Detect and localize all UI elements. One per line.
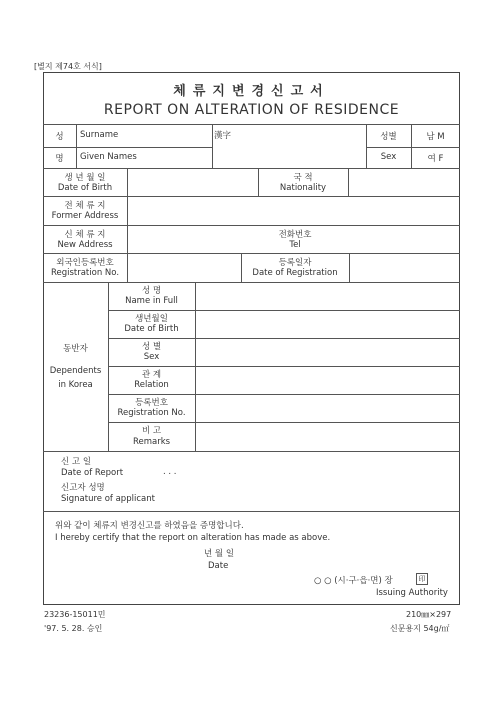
new-address-label-en: New Address [57,240,113,250]
hanja-label: 漢字 [214,131,232,141]
seal-stamp: 印 [416,573,428,585]
issue-date-ko: 년 월 일 [204,549,235,559]
phone-label-ko: 전화번호 [278,230,312,240]
dependent-dob-label-ko: 생년월일 [135,314,168,324]
new-address-field[interactable] [128,226,459,252]
title-korean: 체류지변경신고서 [173,84,330,99]
regno-label-ko: 외국인등록번호 [56,258,114,268]
dependent-regno-field[interactable] [196,395,459,421]
nationality-field[interactable] [349,169,459,195]
dependent-name-label-en: Name in Full [125,296,178,306]
certify-text-ko: 위와 같이 체류지 변경신고를 하였음을 증명합니다. [55,521,244,531]
footer-approval: '97. 5. 28. 승인 [44,624,103,633]
dependents-label-ko: 동반자 [63,344,88,354]
given-label-ko: 명 [55,154,64,164]
regdate-label-en: Date of Registration [252,268,338,278]
regdate-label-ko: 등록일자 [278,258,312,268]
issuing-authority-ko: ○ ○ (시·구·읍·면) 장 [314,576,393,586]
dependent-dob-label-en: Date of Birth [124,324,179,334]
sex-label-ko: 성별 [380,132,397,142]
issue-date-en: Date [208,561,229,571]
sex-female-option[interactable]: 여 F [427,154,444,164]
former-address-field[interactable] [128,197,459,224]
registration-number-field[interactable] [128,254,240,281]
dependent-relation-label-ko: 관 계 [141,370,162,380]
dependent-sex-field[interactable] [196,339,459,365]
certify-text-en: I hereby certify that the report on alteration has made as above. [55,533,331,543]
footer-size: 210㎜×297 [406,610,452,619]
signature-label-ko: 신고자 성명 [61,483,105,493]
dependent-regno-label-en: Registration No. [117,408,186,418]
former-address-label-en: Former Address [51,211,119,221]
nationality-label-ko: 국 적 [293,173,313,183]
form-number: [별지 제74호 서식] [34,62,102,71]
dependent-remarks-label-en: Remarks [132,437,171,447]
surname-label-ko: 성 [55,132,64,142]
phone-label-en: Tel [289,240,301,250]
given-names-field[interactable] [77,148,211,167]
signature-label-en: Signature of applicant [61,494,155,504]
signature-field[interactable] [170,489,350,505]
report-date-label-ko: 신 고 일 [61,457,92,467]
dependents-label-en: Dependents [49,366,102,376]
report-date-field[interactable]: . . . [163,467,177,477]
dob-label-en: Date of Birth [57,183,113,193]
dependents-label-en-2: in Korea [58,380,93,390]
registration-date-field[interactable] [350,254,459,281]
former-address-label-ko: 전 체 류 지 [64,201,106,211]
given-label-en: Given Names [80,152,137,162]
sex-male-option[interactable]: 남 M [426,132,445,142]
new-address-label-ko: 신 체 류 지 [64,230,106,240]
sex-label-en: Sex [380,152,397,162]
title-english: REPORT ON ALTERATION OF RESIDENCE [103,102,400,118]
surname-label-en: Surname [80,130,119,140]
dob-label-ko: 생 년 월 일 [64,173,106,183]
dependent-relation-label-en: Relation [134,380,169,390]
dependent-remarks-label-ko: 비 고 [141,426,162,436]
dependent-name-label-ko: 성 명 [141,286,162,296]
footer-code: 23236-15011민 [44,610,106,619]
dependent-name-field[interactable] [196,283,459,309]
footer-paper: 신문용지 54g/㎡ [390,624,450,633]
issuing-authority-en: Issuing Authority [376,588,448,598]
dependent-sex-label-en: Sex [143,352,160,362]
dependent-dob-field[interactable] [196,311,459,337]
report-date-label-en: Date of Report [61,468,124,478]
dependent-remarks-field[interactable] [196,423,459,450]
dependent-relation-field[interactable] [196,367,459,393]
dependent-sex-label-ko: 성 별 [141,342,162,352]
nationality-label-en: Nationality [279,183,327,193]
dob-field[interactable] [128,169,257,195]
surname-field[interactable] [77,125,211,146]
regno-label-en: Registration No. [50,268,120,278]
dependent-regno-label-ko: 등록번호 [135,398,168,408]
